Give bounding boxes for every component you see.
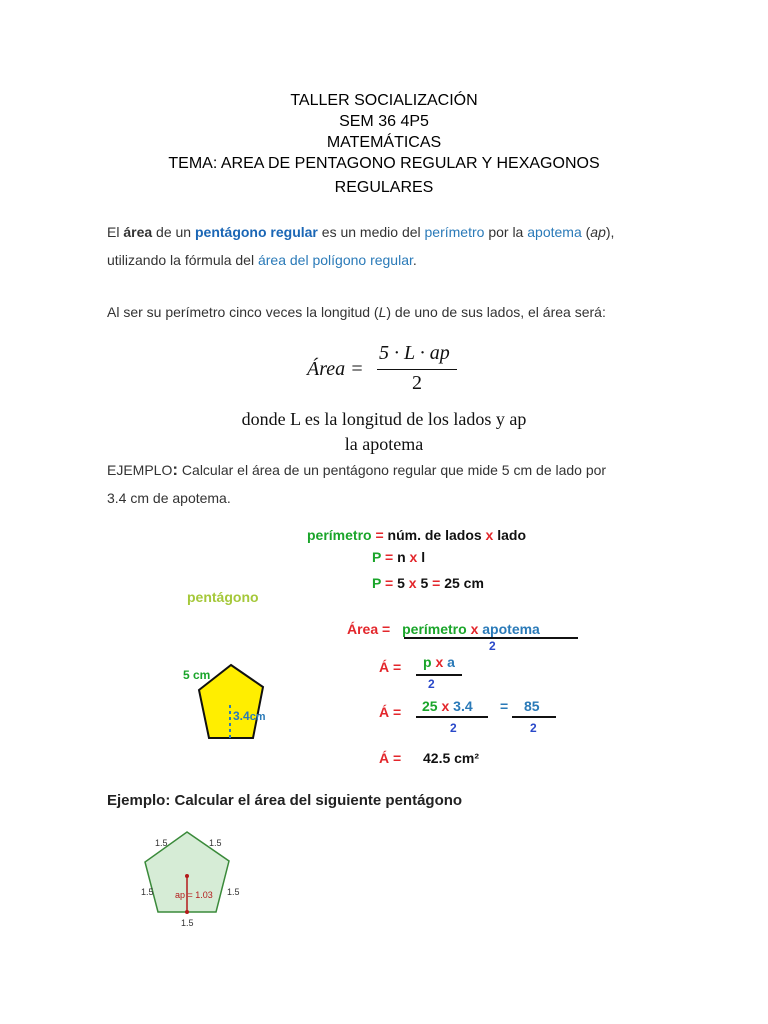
text: (: [581, 224, 591, 240]
five: 5: [397, 575, 405, 591]
text: Calcular el área de un pentágono regular que mide 5 cm de lado por: [178, 462, 607, 478]
fraction-rule: [416, 716, 488, 718]
a-letter: Á: [379, 704, 390, 720]
ap-term: ap: [590, 224, 606, 240]
side-label: 5 cm: [183, 668, 211, 682]
text: es un medio del: [317, 224, 425, 240]
text: Al ser su perímetro cinco veces la longitud (: [107, 304, 379, 320]
equals: =: [389, 704, 402, 720]
side-label-top-right: 1.5: [209, 838, 222, 848]
pxa-numerator: [423, 654, 455, 670]
times: x: [431, 654, 448, 670]
times: x: [481, 527, 498, 543]
apothem-unit: cm: [249, 711, 266, 723]
equals: =: [381, 549, 398, 565]
numeric-numerator: [422, 698, 473, 714]
times: x: [404, 575, 421, 591]
times: x: [405, 549, 422, 565]
p-var: p: [423, 654, 432, 670]
text: .: [412, 252, 417, 268]
apothem-label: [233, 709, 266, 723]
formula-denominator: 2: [412, 372, 422, 394]
p-var: P: [372, 575, 382, 591]
formula-lhs: Área =: [307, 358, 364, 380]
apotema-link[interactable]: apotema: [527, 224, 582, 240]
denominator: 2: [450, 721, 457, 735]
a-var: [379, 750, 401, 766]
equals: =: [381, 575, 398, 591]
area-formula-general: [347, 621, 540, 637]
a-var: [379, 659, 401, 675]
n-var: n: [397, 549, 406, 565]
area-result: 42.5 cm²: [423, 750, 480, 766]
perimeter-formula: [307, 527, 526, 543]
formula-numerator: 5 · L · ap: [379, 342, 450, 364]
side-label-left: 1.5: [141, 887, 154, 897]
pentagono-regular-link[interactable]: pentágono regular: [194, 224, 318, 240]
intro-paragraph: [107, 218, 667, 274]
text: 3.4 cm de apotema.: [107, 490, 231, 506]
lado-word: lado: [497, 527, 527, 543]
l-term: L: [378, 304, 387, 320]
side-label-top-left: 1.5: [155, 838, 168, 848]
text: utilizando la fórmula del: [107, 252, 258, 268]
equals-sign: =: [500, 698, 509, 714]
example-paragraph: [107, 456, 687, 512]
equals: =: [371, 527, 388, 543]
area-formula: [307, 342, 467, 398]
five: 5: [420, 575, 429, 591]
apotema-word: apotema: [482, 621, 540, 637]
perimetro-word: perímetro: [307, 527, 372, 543]
p-var: P: [372, 549, 382, 565]
p-formula: [372, 549, 425, 565]
title-line-1: TALLER SOCIALIZACIÓN: [290, 92, 478, 109]
denominator: 2: [489, 639, 496, 653]
title-line-3: MATEMÁTICAS: [326, 134, 442, 151]
title-line-2: SEM 36 4P5: [339, 113, 429, 130]
fraction-rule: [512, 716, 556, 718]
equals: =: [389, 659, 402, 675]
apothem-value: 3.4: [233, 709, 250, 723]
denominator: 2: [428, 677, 435, 691]
side-label-bottom: 1.5: [181, 918, 194, 928]
p-value: [372, 575, 484, 591]
l-var: l: [421, 549, 426, 565]
text: de un: [152, 224, 195, 240]
num-34: 3.4: [453, 698, 473, 714]
fraction-rule: [416, 674, 462, 676]
example-label: EJEMPLO: [107, 462, 173, 478]
title-line-4: TEMA: AREA DE PENTAGONO REGULAR Y HEXAGONOS: [168, 155, 600, 172]
area-word: Área: [347, 621, 379, 637]
fraction-bar: [377, 369, 457, 370]
equals: =: [389, 750, 402, 766]
times: x: [437, 698, 454, 714]
equals: =: [428, 575, 445, 591]
text: ) de uno de sus lados, el área será:: [386, 304, 606, 320]
text: El: [107, 224, 124, 240]
center-point: [185, 874, 189, 878]
pentagono-label: pentágono: [187, 589, 259, 605]
side-label-right: 1.5: [227, 887, 240, 897]
a-letter: Á: [379, 659, 390, 675]
apothem-label: ap = 1.03: [175, 890, 213, 900]
perimeter-result: 25 cm: [444, 575, 484, 591]
colon: :: [172, 460, 179, 479]
example2-title: Ejemplo: Calcular el área del siguiente pentágono: [107, 792, 463, 809]
a-var-small: a: [447, 654, 455, 670]
text: por la: [484, 224, 528, 240]
a-var: [379, 704, 401, 720]
donde-line-2: la apotema: [344, 434, 424, 454]
num-85: 85: [524, 698, 540, 714]
perimeter-paragraph: [107, 298, 667, 326]
times: x: [466, 621, 483, 637]
num-lados-word: núm. de lados: [387, 527, 482, 543]
title-line-5: REGULARES: [334, 179, 434, 196]
a-letter: Á: [379, 750, 390, 766]
yellow-pentagon-figure: [196, 660, 296, 745]
perimetro-word: perímetro: [402, 621, 467, 637]
area-term: área: [123, 224, 153, 240]
text: ),: [605, 224, 615, 240]
perimetro-link[interactable]: perímetro: [424, 224, 485, 240]
denominator: 2: [530, 721, 537, 735]
area-poligono-link[interactable]: área del polígono regular: [257, 252, 413, 268]
donde-line-1: donde L es la longitud de los lados y ap: [241, 409, 527, 429]
foot-point: [185, 910, 189, 914]
num-25: 25: [422, 698, 438, 714]
equals: =: [378, 621, 395, 637]
